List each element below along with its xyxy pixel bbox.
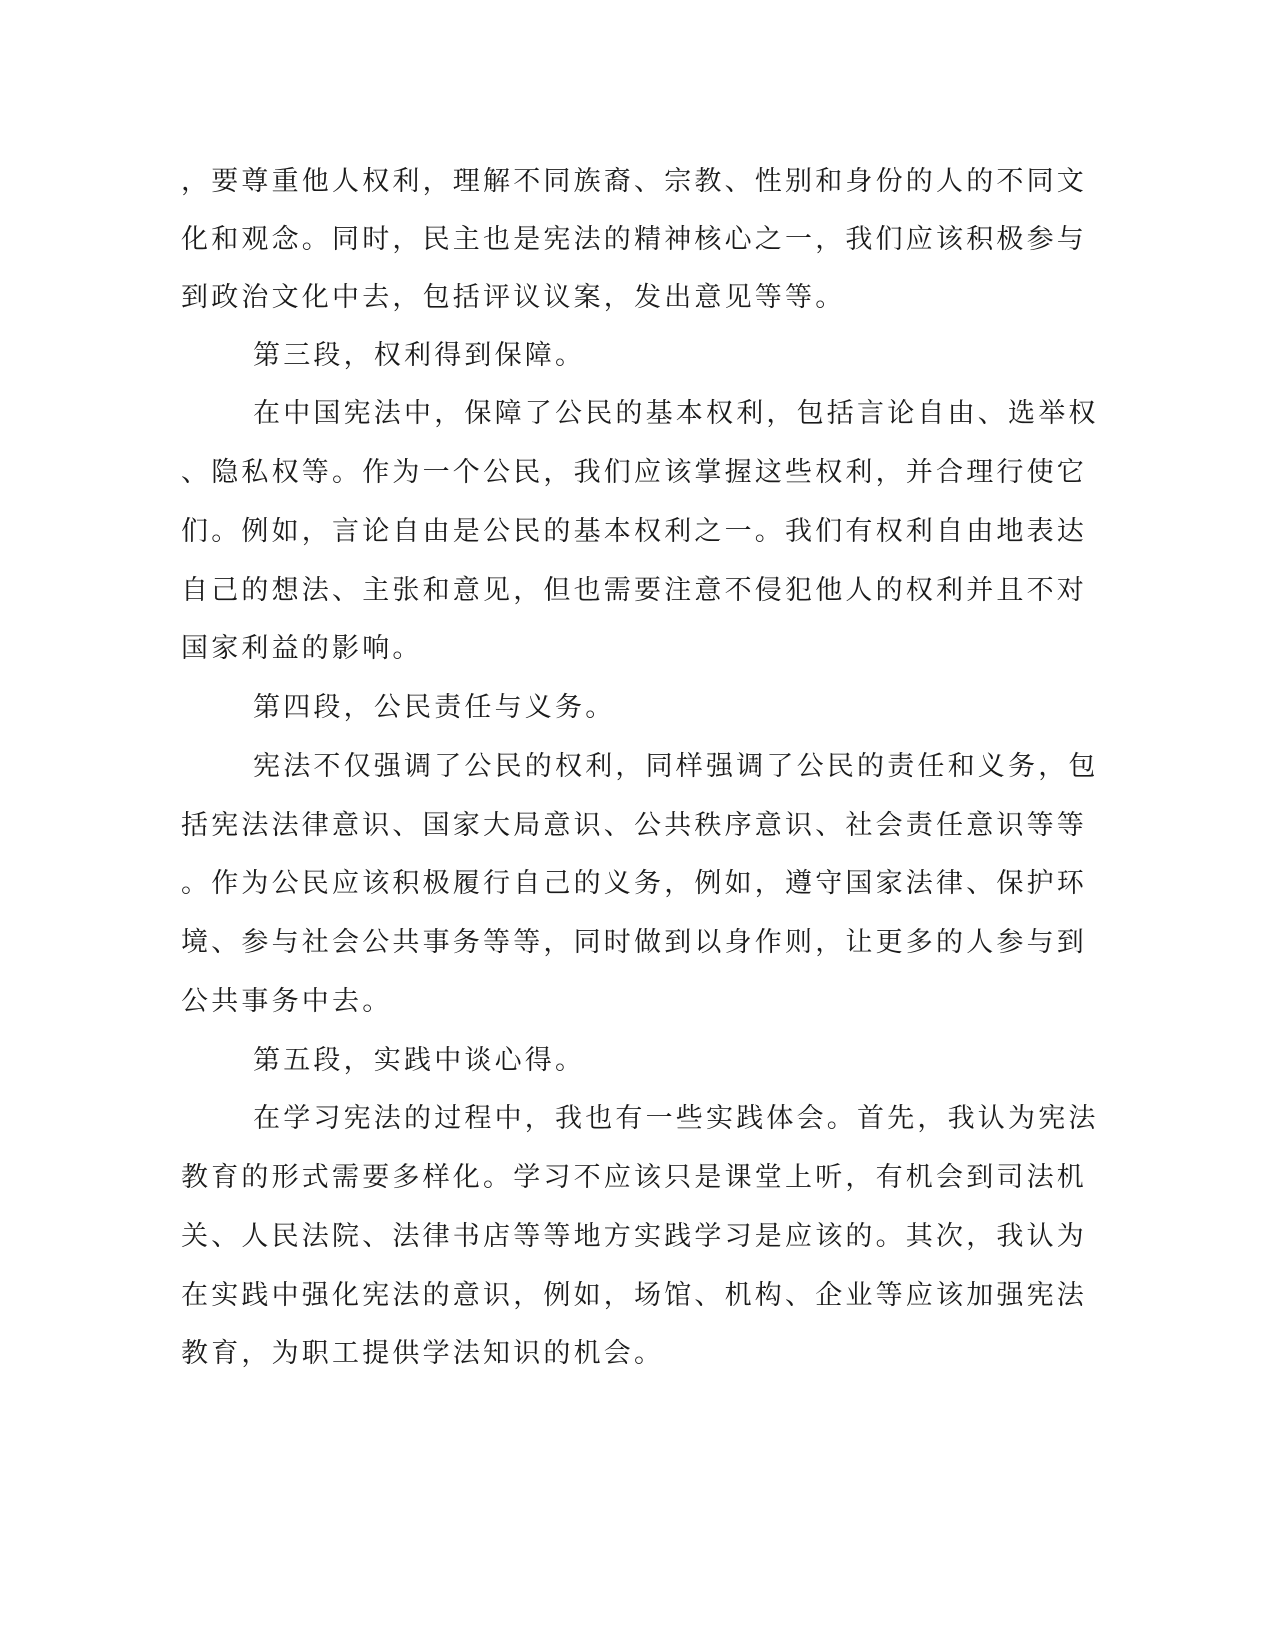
text-line: 在实践中强化宪法的意识，例如，场馆、机构、企业等应该加强宪法 [181, 1280, 1087, 1311]
text-line: 。作为公民应该积极履行自己的义务，例如，遵守国家法律、保护环 [181, 868, 1087, 899]
section-heading-5: 第五段，实践中谈心得。 [253, 1045, 586, 1076]
text-line: ，要尊重他人权利，理解不同族裔、宗教、性别和身份的人的不同文 [181, 166, 1087, 197]
text-line: 公共事务中去。 [181, 986, 393, 1017]
text-line: 在学习宪法的过程中，我也有一些实践体会。首先，我认为宪法 [253, 1103, 1099, 1134]
text-line: 化和观念。同时，民主也是宪法的精神核心之一，我们应该积极参与 [181, 224, 1087, 255]
section-heading-3: 第三段，权利得到保障。 [253, 340, 586, 371]
section-heading-4: 第四段，公民责任与义务。 [253, 692, 616, 723]
text-line: 国家利益的影响。 [181, 633, 423, 664]
text-line: 境、参与社会公共事务等等，同时做到以身作则，让更多的人参与到 [181, 927, 1087, 958]
text-line: 括宪法法律意识、国家大局意识、公共秩序意识、社会责任意识等等 [181, 810, 1087, 841]
text-line: 、隐私权等。作为一个公民，我们应该掌握这些权利，并合理行使它 [181, 457, 1087, 488]
text-line: 自己的想法、主张和意见，但也需要注意不侵犯他人的权利并且不对 [181, 575, 1087, 606]
text-line: 宪法不仅强调了公民的权利，同样强调了公民的责任和义务，包 [253, 751, 1099, 782]
text-line: 到政治文化中去，包括评议议案，发出意见等等。 [181, 282, 846, 313]
text-line: 教育的形式需要多样化。学习不应该只是课堂上听，有机会到司法机 [181, 1162, 1087, 1193]
text-line: 在中国宪法中，保障了公民的基本权利，包括言论自由、选举权 [253, 398, 1099, 429]
text-line: 关、人民法院、法律书店等等地方实践学习是应该的。其次，我认为 [181, 1221, 1087, 1252]
text-line: 教育，为职工提供学法知识的机会。 [181, 1338, 665, 1369]
text-line: 们。例如，言论自由是公民的基本权利之一。我们有权利自由地表达 [181, 516, 1087, 547]
